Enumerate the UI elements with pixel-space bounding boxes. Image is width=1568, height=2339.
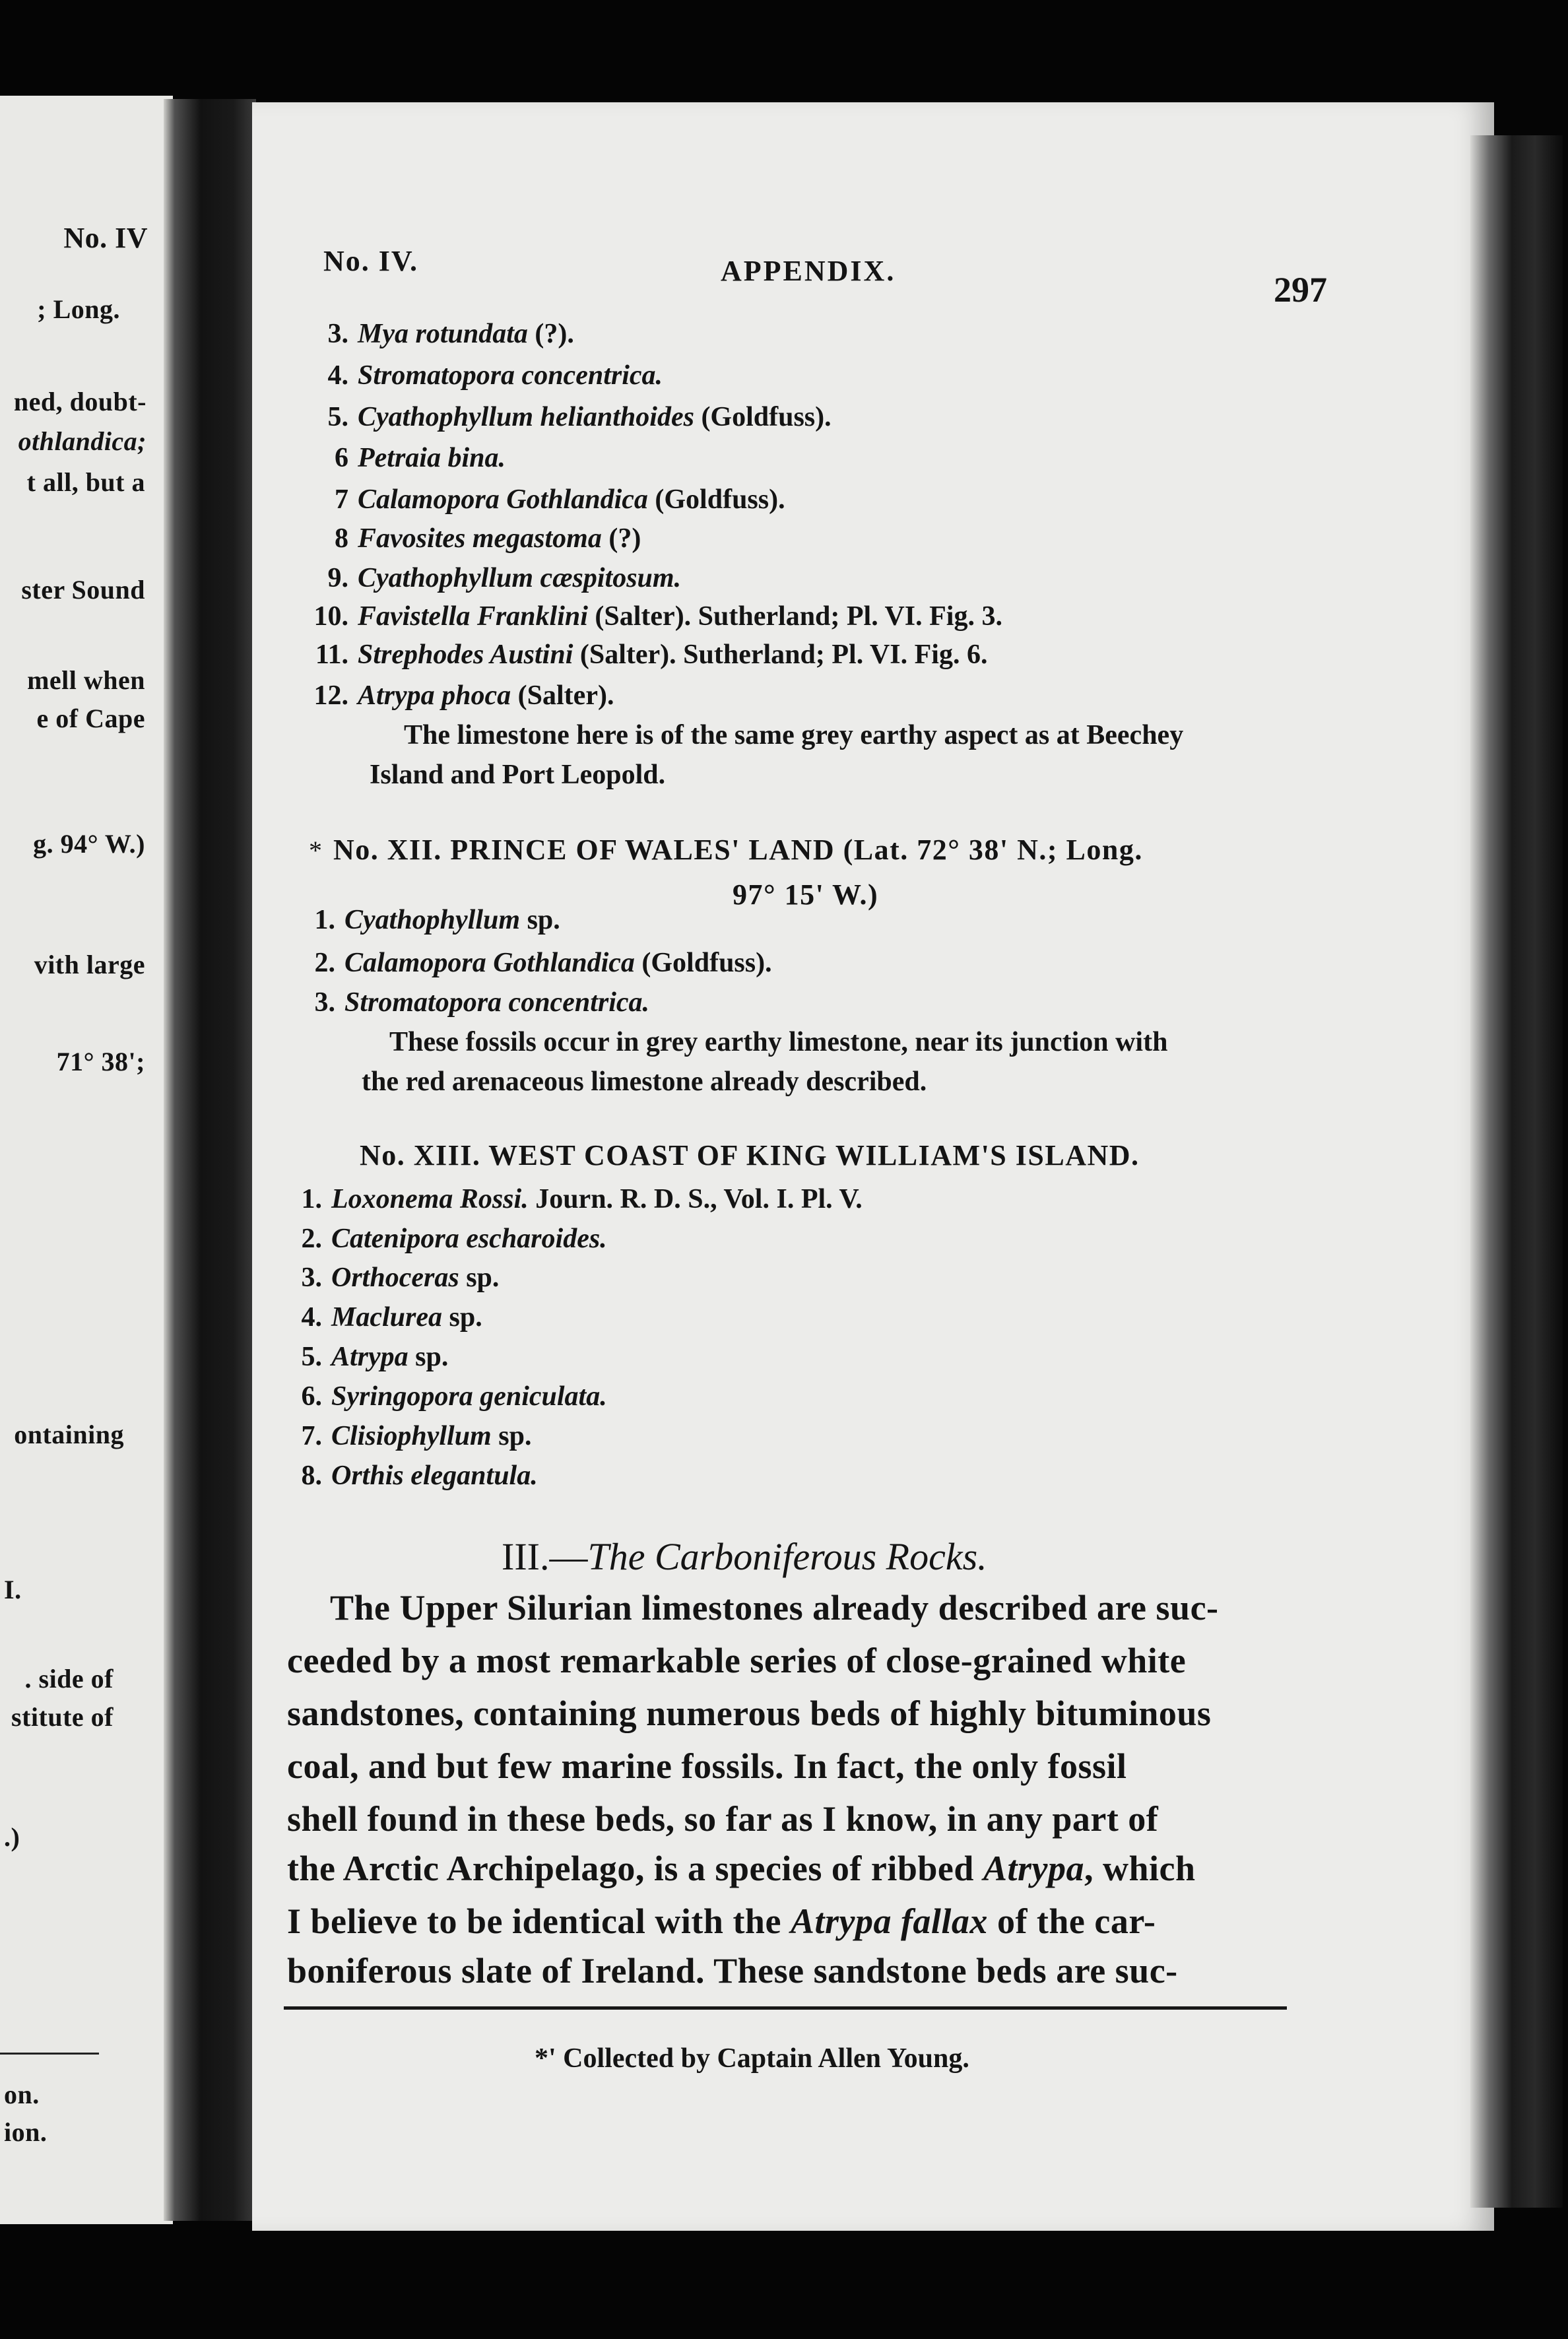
left-page-line: g. 94° W.) <box>33 829 145 859</box>
body-line: boniferous slate of Ireland. These sandstone beds are suc- <box>287 1951 1178 1991</box>
fossil-list-item: 7 Calamopora Gothlandica (Goldfuss). <box>335 484 785 515</box>
fossil-list-item: 2. Calamopora Gothlandica (Goldfuss). <box>314 948 772 978</box>
left-page-line: on. <box>4 2080 40 2109</box>
left-page-line: . side of <box>24 1664 114 1694</box>
left-page-line: No. IV <box>63 222 148 254</box>
fossil-list-item: 6. Syringopora geniculata. <box>301 1381 607 1412</box>
fossil-list-item: 10. Favistella Franklini (Salter). Sutherland; Pl. VI. Fig. 3. <box>313 601 1002 632</box>
fossil-list-item: 7. Clisiophyllum sp. <box>301 1421 532 1451</box>
left-page-line: 71° 38'; <box>56 1047 145 1076</box>
body-line: coal, and but few marine fossils. In fact, the only fossil <box>287 1746 1127 1786</box>
left-page-line: othlandica; <box>18 426 147 456</box>
paragraph-line: These fossils occur in grey earthy limestone, near its junction with <box>389 1027 1168 1057</box>
paragraph-line: The limestone here is of the same grey earthy aspect as at Beechey <box>404 720 1184 750</box>
left-page-line: ontaining <box>14 1420 124 1449</box>
left-page-line: ion. <box>4 2117 48 2147</box>
section-xiii-title: No. XIII. WEST COAST OF KING WILLIAM'S ISLAND. <box>360 1139 1140 1171</box>
paragraph-line: the red arenaceous limestone already described. <box>362 1067 927 1097</box>
page-number: 297 <box>1274 270 1327 310</box>
fossil-list-item: 12. Atrypa phoca (Salter). <box>313 680 614 711</box>
paragraph-line: Island and Port Leopold. <box>370 760 666 790</box>
body-line: sandstones, containing numerous beds of highly bituminous <box>287 1694 1212 1733</box>
left-page-line: mell when <box>27 665 145 695</box>
left-page-line: ; Long. <box>37 294 120 324</box>
fossil-list-item: 1. Cyathophyllum sp. <box>314 905 560 935</box>
fossil-list-item: 5. Atrypa sp. <box>301 1342 449 1372</box>
section-iii-heading: III.—The Carboniferous Rocks. <box>502 1535 987 1578</box>
fossil-list-item: 6 Petraia bina. <box>335 443 506 473</box>
left-page-fragment <box>0 96 173 2224</box>
footnote: *' Collected by Captain Allen Young. <box>535 2043 969 2074</box>
page-edge-shadow <box>1470 135 1563 2208</box>
body-line: shell found in these beds, so far as I know, in any part of <box>287 1799 1159 1839</box>
book-gutter <box>164 99 256 2221</box>
fossil-list-item: 3. Stromatopora concentrica. <box>314 987 650 1018</box>
section-xii-title-cont: 97° 15' W.) <box>733 878 879 911</box>
fossil-list-item: 3. Mya rotundata (?). <box>327 319 574 349</box>
body-line: The Upper Silurian limestones already described are suc- <box>330 1588 1219 1628</box>
footnote-marker: * <box>309 836 322 865</box>
running-header-section: No. IV. <box>323 245 419 277</box>
left-page-line: ned, doubt- <box>13 387 147 416</box>
body-line: I believe to be identical with the Atrypa fallax of the car- <box>287 1901 1156 1941</box>
body-line: the Arctic Archipelago, is a species of ribbed Atrypa, which <box>287 1849 1196 1888</box>
fossil-list-item: 8 Favosites megastoma (?) <box>335 523 641 554</box>
fossil-list-item: 8. Orthis elegantula. <box>301 1461 538 1491</box>
left-page-line: vith large <box>34 950 145 979</box>
running-header-title: APPENDIX. <box>721 255 896 287</box>
left-page-line: e of Cape <box>36 704 145 733</box>
left-page-line: .) <box>4 1822 20 1852</box>
left-page-line: I. <box>4 1575 22 1604</box>
fossil-list-item: 5. Cyathophyllum helianthoides (Goldfuss). <box>327 402 832 432</box>
fossil-list-item: 4. Stromatopora concentrica. <box>327 360 663 391</box>
body-line: ceeded by a most remarkable series of close-grained white <box>287 1641 1187 1680</box>
fossil-list-item: 2. Catenipora escharoides. <box>301 1224 607 1254</box>
left-page-line: stitute of <box>11 1702 114 1732</box>
footnote-rule <box>284 2006 1287 2010</box>
left-page-rule <box>0 2053 99 2055</box>
section-xii-title: No. XII. PRINCE OF WALES' LAND (Lat. 72° 38' N.; Long. <box>333 834 1143 866</box>
fossil-list-item: 1. Loxonema Rossi. Journ. R. D. S., Vol. I. Pl. V. <box>301 1184 863 1214</box>
fossil-list-item: 11. Strephodes Austini (Salter). Sutherland; Pl. VI. Fig. 6. <box>315 640 988 670</box>
left-page-line: t all, but a <box>26 467 145 497</box>
fossil-list-item: 4. Maclurea sp. <box>301 1302 482 1333</box>
fossil-list-item: 9. Cyathophyllum cæspitosum. <box>327 563 682 593</box>
fossil-list-item: 3. Orthoceras sp. <box>301 1263 500 1293</box>
left-page-line: ster Sound <box>21 575 145 605</box>
